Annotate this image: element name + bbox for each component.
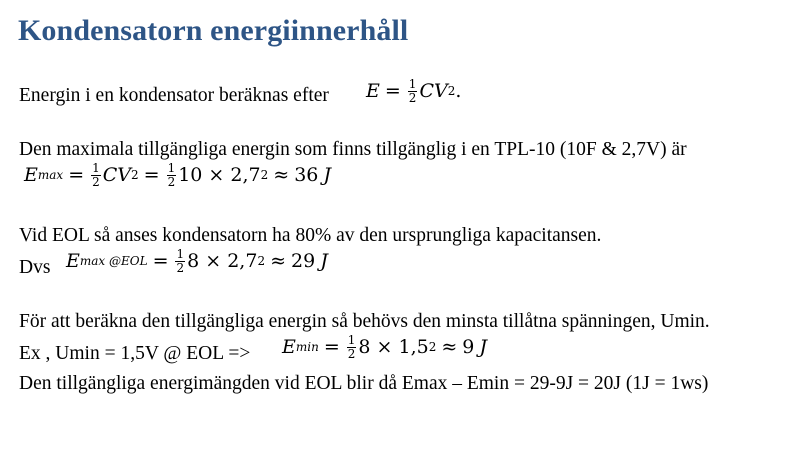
slide-title: Kondensatorn energiinnerhåll bbox=[18, 14, 409, 47]
formula-unit: J bbox=[323, 164, 331, 187]
formula-body: CV bbox=[419, 80, 448, 103]
formula-end: . bbox=[455, 80, 462, 103]
formula-lhs-subscript: max @EOL bbox=[79, 254, 148, 269]
energy-formula-intro: Energin i en kondensator beräknas efter bbox=[19, 85, 329, 106]
formula-unit: J bbox=[479, 336, 487, 359]
min-energy-formula: E min = $\frac{1}{2}$ 8 × 1,5 2 ≈ 9 J bbox=[282, 333, 487, 361]
energy-formula bbox=[366, 78, 461, 104]
max-energy-text: Den maximala tillgängliga energin som finns tillgänglig i en TPL-10 (10F & 2,7V) är bbox=[19, 139, 687, 160]
formula-unit: J bbox=[320, 250, 328, 273]
max-energy-formula: E max = $\frac{1}{2}$ CV 2 = $\frac{1}{2}$ 10 × 2,7 2 ≈ 36 J bbox=[24, 161, 331, 189]
formula-fraction: $\frac{1}{2}$ bbox=[167, 161, 176, 189]
formula-fraction: $\frac{1}{2}$ bbox=[92, 161, 100, 189]
formula-result: 9 bbox=[462, 336, 475, 359]
formula-lhs: E bbox=[366, 80, 380, 103]
formula-fraction: $\frac{1}{2}$ bbox=[408, 77, 417, 105]
formula-fraction: $\frac{1}{2}$ bbox=[347, 333, 356, 361]
formula-exponent: 2 bbox=[447, 84, 456, 99]
eol-prefix: Dvs bbox=[19, 257, 51, 278]
formula-lhs: E bbox=[24, 164, 38, 187]
conclusion-text: Den tillgängliga energimängden vid EOL blir då Emax – Emin = 29-9J = 20J (1J = 1ws) bbox=[19, 373, 709, 394]
min-voltage-text: För att beräkna den tillgängliga energin så behövs den minsta tillåtna spänningen, Umin. bbox=[19, 311, 710, 332]
formula-lhs-subscript: max bbox=[37, 168, 64, 183]
formula-result: 36 bbox=[294, 164, 319, 187]
formula-equals: = bbox=[384, 80, 401, 103]
example-prefix: Ex , Umin = 1,5V @ EOL => bbox=[19, 343, 251, 364]
eol-energy-formula: E max @EOL = $\frac{1}{2}$ 8 × 2,7 2 ≈ 29 J bbox=[66, 247, 328, 275]
eol-capacitance-text: Vid EOL så anses kondensatorn ha 80% av den ursprungliga kapacitansen. bbox=[19, 225, 602, 246]
formula-result: 29 bbox=[291, 250, 316, 273]
formula-lhs-subscript: min bbox=[295, 340, 319, 355]
formula-fraction: $\frac{1}{2}$ bbox=[176, 247, 185, 275]
